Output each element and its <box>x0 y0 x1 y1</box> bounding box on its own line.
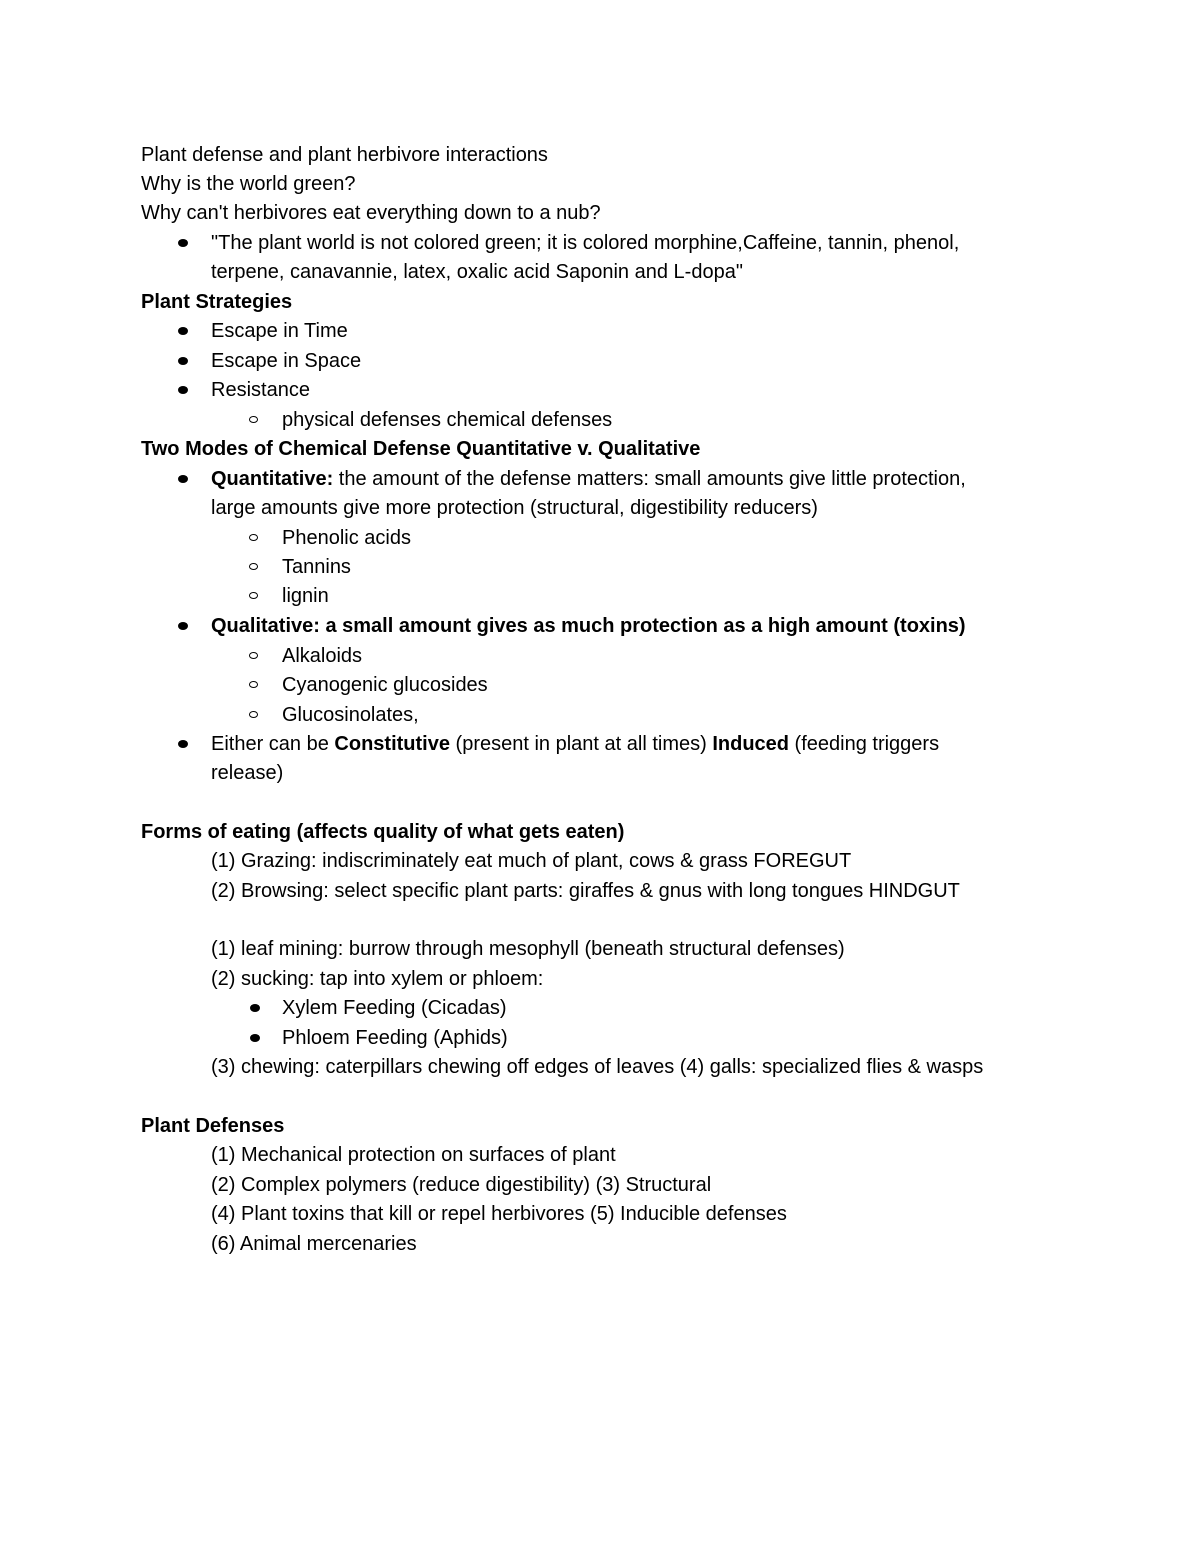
numbered-line: (2) Complex polymers (reduce digestibility) (3) Structural <box>211 1174 712 1196</box>
bullet-icon <box>178 327 188 335</box>
list-item: Escape in Time <box>211 320 348 342</box>
sub-list-item: physical defenses chemical defenses <box>282 409 613 431</box>
sub-list-item: Glucosinolates, <box>282 704 419 726</box>
bullet-icon <box>178 740 188 748</box>
term-label: Constitutive <box>334 733 450 755</box>
bullet-icon <box>178 239 188 247</box>
numbered-line: (4) Plant toxins that kill or repel herbivores (5) Inducible defenses <box>211 1203 787 1225</box>
quote-line: "The plant world is not colored green; it is colored morphine,Caffeine, tannin, phenol, <box>211 232 960 254</box>
circle-bullet-icon <box>249 563 258 570</box>
quote-line: terpene, canavannie, latex, oxalic acid Saponin and L-dopa" <box>211 261 743 283</box>
list-item <box>211 732 939 756</box>
sub-list-item: Phloem Feeding (Aphids) <box>282 1027 508 1049</box>
list-item <box>211 467 966 491</box>
bullet-icon <box>178 475 188 483</box>
list-item: Resistance <box>211 379 310 401</box>
numbered-line: (3) chewing: caterpillars chewing off edges of leaves (4) galls: specialized flies & wasps <box>211 1056 984 1078</box>
circle-bullet-icon <box>249 652 258 659</box>
circle-bullet-icon <box>249 416 258 423</box>
section-heading: Plant Strategies <box>141 291 293 313</box>
doc-title: Plant defense and plant herbivore interactions <box>141 144 548 166</box>
numbered-line: (6) Animal mercenaries <box>211 1233 417 1255</box>
circle-bullet-icon <box>249 681 258 688</box>
sub-list-item: Tannins <box>282 556 351 578</box>
question-line: Why can't herbivores eat everything down to a nub? <box>141 202 601 224</box>
bullet-icon <box>250 1004 260 1012</box>
sub-list-item: Phenolic acids <box>282 527 411 549</box>
list-item: Escape in Space <box>211 350 362 372</box>
bullet-icon <box>250 1034 260 1042</box>
sub-list-item: Alkaloids <box>282 645 363 667</box>
term-label: Quantitative: <box>211 468 334 490</box>
bullet-icon <box>178 386 188 394</box>
sub-list-item: lignin <box>282 585 329 607</box>
numbered-line: (1) Grazing: indiscriminately eat much of plant, cows & grass FOREGUT <box>211 850 852 872</box>
term-definition: the amount of the defense matters: small amounts give little protection, <box>333 468 966 490</box>
text-run: (present in plant at all times) <box>449 733 713 755</box>
list-item-continued: large amounts give more protection (structural, digestibility reducers) <box>211 497 818 519</box>
section-heading: Two Modes of Chemical Defense Quantitative v. Qualitative <box>141 438 701 460</box>
numbered-line: (2) sucking: tap into xylem or phloem: <box>211 968 544 990</box>
list-item-continued: release) <box>211 762 284 784</box>
sub-list-item: Cyanogenic glucosides <box>282 674 488 696</box>
list-item: Qualitative: a small amount gives as much protection as a high amount (toxins) <box>211 615 966 637</box>
text-run: Either can be <box>211 733 335 755</box>
section-heading: Plant Defenses <box>141 1115 285 1137</box>
text-run: (feeding triggers <box>789 733 940 755</box>
numbered-line: (2) Browsing: select specific plant parts: giraffes & gnus with long tongues HINDGUT <box>211 880 960 902</box>
question-line: Why is the world green? <box>141 173 356 195</box>
section-heading: Forms of eating (affects quality of what gets eaten) <box>141 821 625 843</box>
term-label: Induced <box>712 733 789 755</box>
bullet-icon <box>178 622 188 630</box>
sub-list-item: Xylem Feeding (Cicadas) <box>282 997 507 1019</box>
circle-bullet-icon <box>249 592 258 599</box>
bullet-icon <box>178 357 188 365</box>
circle-bullet-icon <box>249 534 258 541</box>
numbered-line: (1) leaf mining: burrow through mesophyll (beneath structural defenses) <box>211 938 845 960</box>
circle-bullet-icon <box>249 711 258 718</box>
numbered-line: (1) Mechanical protection on surfaces of plant <box>211 1144 616 1166</box>
